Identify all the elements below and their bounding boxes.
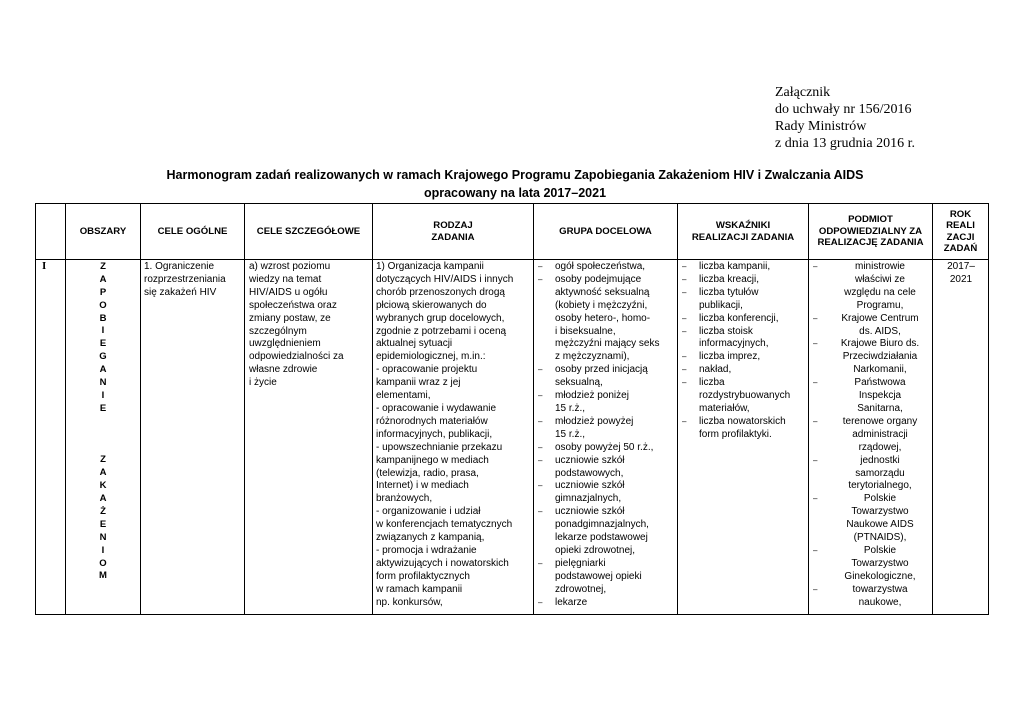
indicator-item-line: – nakład,	[699, 364, 732, 376]
area-letter: E	[99, 402, 107, 414]
task-type-line: informacyjnych, publikacji,	[376, 428, 493, 440]
responsible-item-line: Ginekologiczne,	[844, 570, 916, 582]
task-type-line: aktualnej sytuacji	[376, 338, 453, 350]
indicator-item-line: informacyjnych,	[699, 338, 769, 350]
responsible-item	[812, 584, 930, 610]
document-subtitle: opracowany na lata 2017–2021	[423, 186, 607, 200]
area-letter: E	[99, 338, 107, 350]
task-type-line: związanych z kampanią,	[376, 532, 485, 544]
responsible-item	[812, 493, 930, 545]
area-letter: O	[99, 557, 107, 569]
task-type-line: kampanijnego w mediach	[376, 454, 489, 466]
responsible-item	[812, 313, 930, 339]
area-letter: B	[99, 312, 107, 324]
responsible-item-line: Towarzystwo	[851, 557, 909, 569]
indicator-item	[681, 351, 806, 364]
target-group-cell	[534, 260, 678, 615]
indicator-item-line: – liczba nowatorskich	[699, 415, 786, 427]
area-letter: I	[101, 389, 105, 401]
responsible-item-line: – terenowe organy	[842, 415, 918, 427]
area-letter: I	[101, 325, 105, 337]
responsible-item-line: administracji	[852, 428, 908, 440]
area-letter: A	[99, 364, 107, 376]
responsible-item-line: naukowe,	[858, 596, 902, 608]
responsible-item-line: Inspekcja	[858, 390, 902, 402]
target-group-item	[537, 261, 675, 274]
general-goal-cell	[141, 260, 245, 615]
target-group-item	[537, 274, 675, 364]
area-letter: N	[99, 531, 107, 543]
specific-goal-line: szczególnym	[249, 325, 307, 337]
header-indicators: WSKAŹNIKI REALIZACJI ZADANIA	[678, 204, 809, 260]
header-specific-goals: CELE SZCZEGÓŁOWE	[245, 204, 373, 260]
target-group-item-line: mężczyźni mający seks	[555, 338, 660, 350]
target-group-item-line: – osoby powyżej 50 r.ż.,	[555, 441, 654, 453]
specific-goal-line: HIV/AIDS u ogółu	[249, 286, 328, 298]
annex-line: Załącznik	[775, 85, 831, 100]
header-target-group: GRUPA DOCELOWA	[534, 204, 678, 260]
target-group-item-line: zdrowotnej,	[555, 583, 607, 595]
area-letter: K	[99, 480, 107, 492]
task-type-line: elementami,	[376, 390, 431, 402]
area-letter: Z	[100, 454, 106, 466]
target-group-item	[537, 390, 675, 416]
indicator-item-line: – liczba tytułów	[699, 286, 759, 298]
specific-goal-line: a) wzrost poziomu	[249, 261, 331, 272]
responsible-item-line: Towarzystwo	[851, 506, 909, 518]
responsible-item	[812, 545, 930, 584]
indicator-item	[681, 364, 806, 377]
year-cell	[933, 260, 989, 615]
task-type-line: 1) Organizacja kampanii	[376, 261, 484, 272]
area-letter: O	[99, 299, 107, 311]
task-type-line: aktywizujących i nowatorskich	[376, 557, 509, 569]
target-group-item-line: podstawowej opieki	[555, 570, 642, 582]
target-group-item-line: – osoby przed inicjacją	[555, 364, 648, 376]
indicator-item-line: – liczba kreacji,	[699, 273, 760, 285]
task-type-line: Internet) i w mediach	[376, 480, 469, 492]
target-group-item-line: – uczniowie szkół	[555, 480, 625, 492]
responsible-item-line: – jednostki	[860, 454, 900, 466]
task-type-line: - opracowanie i wydawanie	[376, 402, 497, 414]
schedule-table	[35, 203, 989, 615]
table-row	[36, 260, 989, 615]
specific-goal-line: zmiany postaw, ze	[249, 312, 331, 324]
specific-goal-cell	[245, 260, 373, 615]
responsible-item-line: Przeciwdziałania	[842, 351, 918, 363]
responsible-item-line: terytorialnego,	[848, 480, 912, 492]
header-responsible: PODMIOT ODPOWIEDZIALNY ZA REALIZACJĘ ZADANIA	[809, 204, 933, 260]
responsible-item	[812, 377, 930, 416]
general-goal-line: rozprzestrzeniania	[144, 273, 226, 285]
target-group-item-line: – uczniowie szkół	[555, 506, 625, 518]
responsible-item	[812, 455, 930, 494]
target-group-item-line: i biseksualne,	[555, 325, 616, 337]
area-letter: M	[99, 570, 107, 582]
responsible-item-line: – Państwowa	[854, 377, 906, 389]
area-letter: A	[99, 467, 107, 479]
responsible-item-line: – Krajowe Biuro ds.	[840, 338, 920, 350]
specific-goal-line: społeczeństwa oraz	[249, 299, 337, 311]
task-type-line: w konferencjach tematycznych	[376, 519, 513, 531]
document-title: Harmonogram zadań realizowanych w ramach Krajowego Programu Zapobiegania Zakażeniom HIV i Zwalczania AIDS	[166, 168, 864, 182]
responsible-item-line: – Krajowe Centrum	[841, 312, 919, 324]
task-type-line: płciową skierowanych do	[376, 299, 487, 311]
indicator-item	[681, 274, 806, 287]
target-group-item	[537, 597, 675, 610]
area-letter: P	[99, 286, 107, 298]
area-letter: N	[99, 377, 107, 389]
target-group-item	[537, 480, 675, 506]
header-areas: OBSZARY	[66, 204, 141, 260]
area-letter: G	[99, 351, 107, 363]
responsible-item-line: właściwi ze	[854, 273, 905, 285]
task-type-line: w ramach kampanii	[376, 583, 463, 595]
target-group-item-line: – pielęgniarki	[555, 557, 606, 569]
responsible-item-line: rządowej,	[858, 441, 902, 453]
responsible-item-line: (PTNAIDS),	[853, 532, 907, 544]
specific-goal-line: wiedzy na temat	[249, 273, 322, 285]
header-task-type: RODZAJ ZADANIA	[373, 204, 534, 260]
target-group-item-line: 15 r.ż.,	[555, 402, 586, 414]
indicator-item	[681, 287, 806, 313]
target-group-item-line: – osoby podejmujące	[555, 273, 642, 285]
target-group-item	[537, 506, 675, 558]
year-line: 2021	[949, 273, 973, 285]
indicator-item-line: rozdystrybuowanych	[699, 390, 791, 402]
areas-cell	[66, 260, 141, 615]
annex-note	[775, 84, 915, 152]
responsible-item-line: Naukowe AIDS	[846, 519, 914, 531]
indicator-item-line: – liczba	[699, 377, 725, 389]
target-group-item-line: – uczniowie szkół	[555, 454, 625, 466]
header-level	[36, 204, 66, 260]
general-goal-line: się zakażeń HIV	[144, 286, 217, 298]
indicator-item-line: – liczba kampanii,	[699, 261, 771, 272]
responsible-item-line: Sanitarna,	[857, 402, 903, 414]
task-type-line: - promocja i wdrażanie	[376, 544, 477, 556]
target-group-item-line: – lekarze	[555, 596, 588, 608]
indicator-item	[681, 313, 806, 326]
indicator-item-line: – liczba stoisk	[699, 325, 753, 337]
target-group-item-line: lekarze podstawowej	[555, 532, 648, 544]
responsible-item-line: – towarzystwa	[852, 583, 908, 595]
task-type-line: form profilaktycznych	[376, 570, 470, 582]
header-year: ROK REALI ZACJI ZADAŃ	[933, 204, 989, 260]
specific-goal-line: własne zdrowie	[249, 364, 318, 376]
target-group-item	[537, 455, 675, 481]
area-letter: E	[99, 518, 107, 530]
area-letter: A	[99, 273, 107, 285]
target-group-item	[537, 416, 675, 442]
indicator-item-line: publikacji,	[699, 299, 743, 311]
task-type-cell	[373, 260, 534, 615]
responsible-item-line: względu na cele	[844, 286, 916, 298]
target-group-item-line: opieki zdrowotnej,	[555, 544, 636, 556]
annex-line: do uchwały nr 156/2016	[775, 102, 912, 117]
target-group-item	[537, 442, 675, 455]
target-group-item-line: – młodzież poniżej	[555, 390, 629, 402]
indicator-item-line: form profilaktyki.	[699, 428, 772, 440]
target-group-item	[537, 558, 675, 597]
target-group-item-line: gimnazjalnych,	[555, 493, 622, 505]
responsible-item	[812, 261, 930, 313]
responsible-item	[812, 338, 930, 377]
indicator-item-line: – liczba konferencji,	[699, 312, 779, 324]
level-cell: I	[36, 260, 66, 615]
task-type-line: np. konkursów,	[376, 596, 443, 608]
indicator-item	[681, 377, 806, 416]
target-group-item-line: z mężczyznami),	[555, 351, 630, 363]
indicator-item	[681, 416, 806, 442]
annex-line: z dnia 13 grudnia 2016 r.	[775, 136, 915, 151]
indicator-item-line: – liczba imprez,	[699, 351, 761, 363]
area-letter: Ż	[100, 505, 106, 517]
task-type-line: wybranych grup docelowych,	[376, 312, 505, 324]
indicator-item	[681, 326, 806, 352]
task-type-line: - organizowanie i udział	[376, 506, 481, 518]
general-goal-line: 1. Ograniczenie	[144, 261, 215, 272]
target-group-item-line: – ogół społeczeństwa,	[555, 261, 646, 272]
indicator-item	[681, 261, 806, 274]
target-group-item-line: podstawowych,	[555, 467, 624, 479]
responsible-cell	[809, 260, 933, 615]
target-group-item-line: seksualną,	[555, 377, 603, 389]
responsible-item-line: – Polskie	[863, 544, 897, 556]
task-type-line: różnorodnych materiałów	[376, 415, 488, 427]
task-type-line: dotyczących HIV/AIDS i innych	[376, 273, 514, 285]
task-type-line: - opracowanie projektu	[376, 364, 478, 376]
task-type-line: kampanii wraz z jej	[376, 377, 461, 389]
indicators-cell	[678, 260, 809, 615]
target-group-item-line: 15 r.ż.,	[555, 428, 586, 440]
responsible-item-line: samorządu	[855, 467, 905, 479]
area-letter: A	[99, 493, 107, 505]
task-type-line: chorób przenoszonych drogą	[376, 286, 505, 298]
header-row	[36, 204, 989, 260]
responsible-item-line: – Polskie	[863, 493, 897, 505]
target-group-item-line: osoby hetero-, homo-	[555, 312, 651, 324]
specific-goal-line: i życie	[249, 377, 277, 389]
responsible-item-line: – ministrowie	[854, 261, 905, 272]
target-group-item-line: – młodzież powyżej	[555, 415, 634, 427]
target-group-item	[537, 364, 675, 390]
specific-goal-line: odpowiedzialności za	[249, 351, 344, 363]
responsible-item	[812, 416, 930, 455]
target-group-item-line: aktywność seksualną	[555, 286, 650, 298]
year-line: 2017–	[947, 261, 975, 272]
area-letter: I	[101, 544, 105, 556]
responsible-item-line: Programu,	[856, 299, 904, 311]
area-letter: Z	[100, 261, 106, 272]
task-type-line: epidemiologicznej, m.in.:	[376, 351, 486, 363]
responsible-item-line: Narkomanii,	[853, 364, 907, 376]
annex-line: Rady Ministrów	[775, 119, 867, 134]
specific-goal-line: uwzględnieniem	[249, 338, 321, 350]
task-type-line: (telewizja, radio, prasa,	[376, 467, 479, 479]
header-general-goals: CELE OGÓLNE	[141, 204, 245, 260]
indicator-item-line: materiałów,	[699, 402, 750, 414]
task-type-line: - upowszechnianie przekazu	[376, 441, 503, 453]
task-type-line: zgodnie z potrzebami i oceną	[376, 325, 507, 337]
responsible-item-line: ds. AIDS,	[859, 325, 901, 337]
task-type-line: branżowych,	[376, 493, 433, 505]
target-group-item-line: ponadgimnazjalnych,	[555, 519, 649, 531]
target-group-item-line: (kobiety i mężczyźni,	[555, 299, 648, 311]
